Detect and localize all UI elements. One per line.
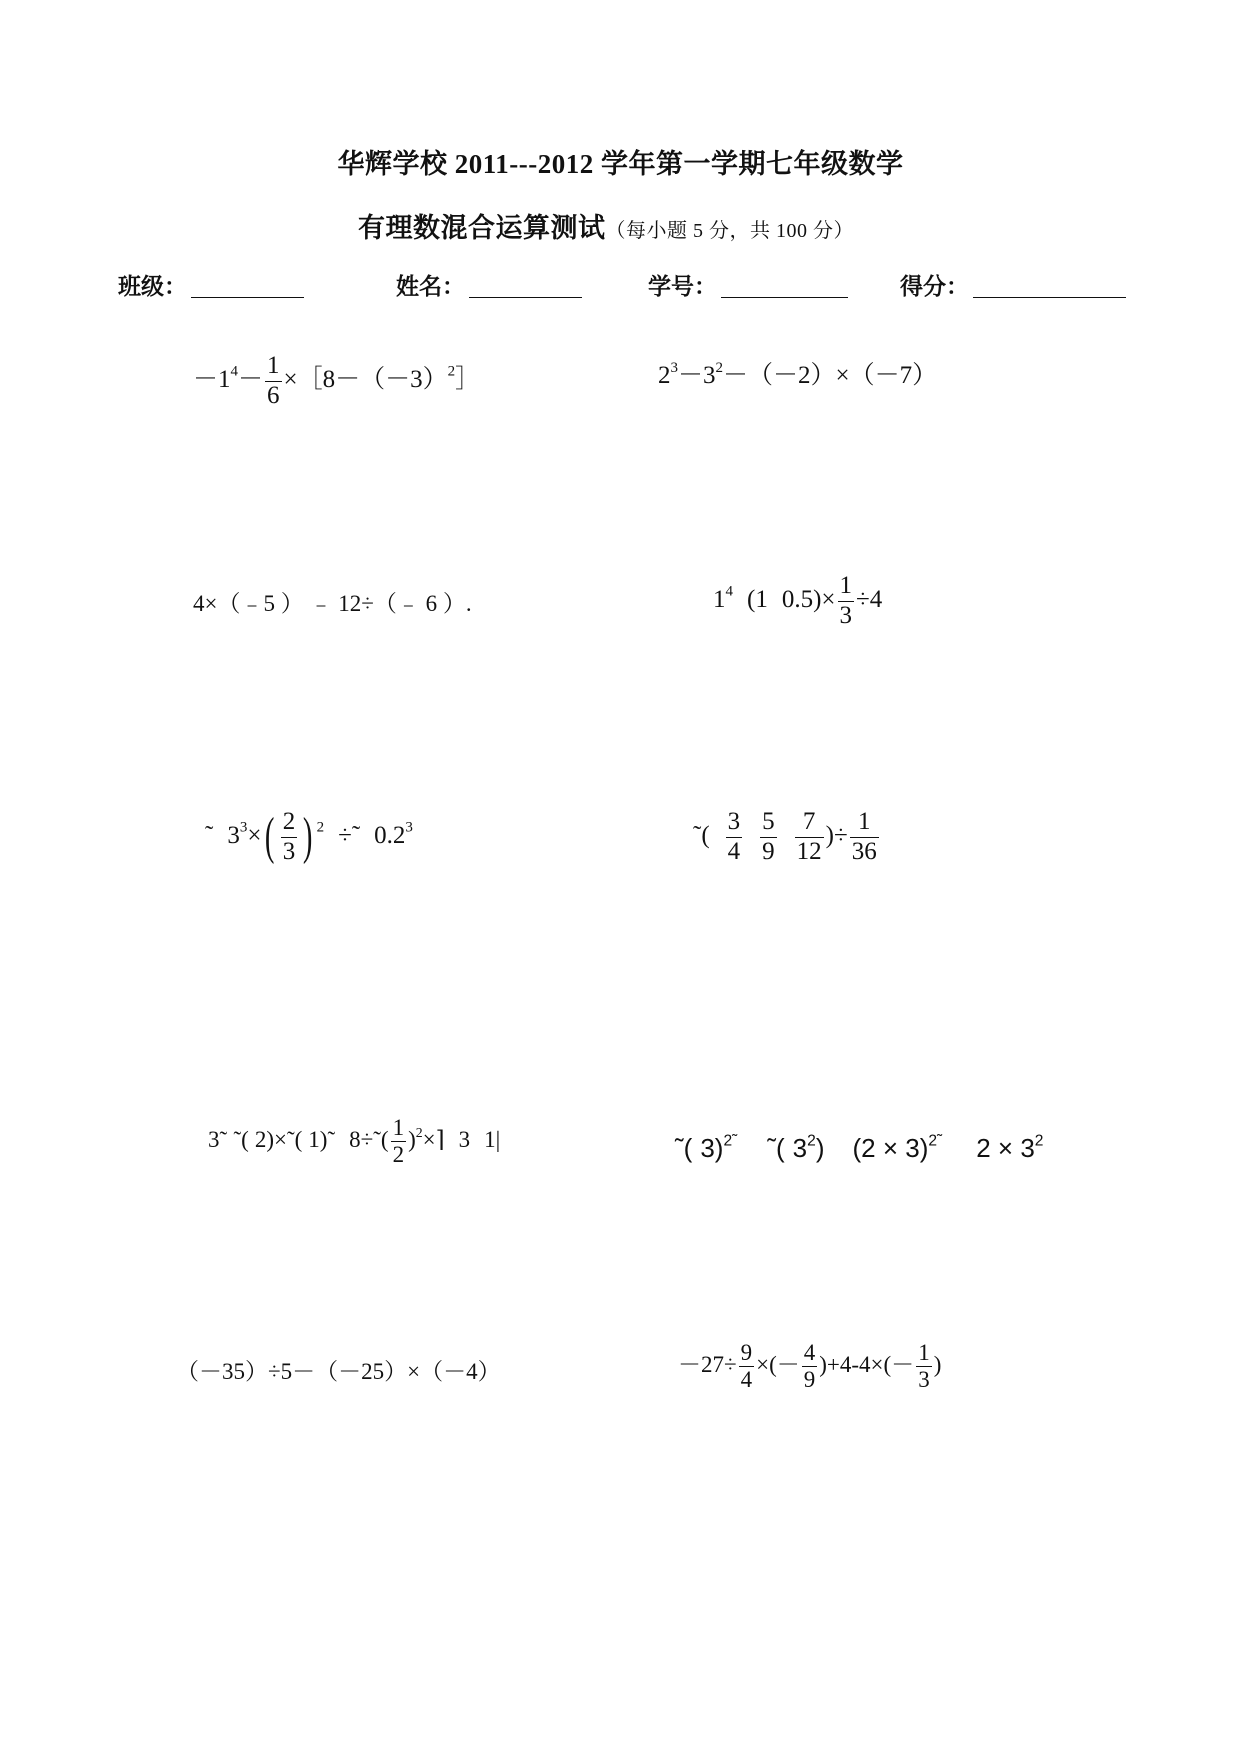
student-id-field[interactable] <box>648 268 848 301</box>
problem-6 <box>693 808 881 867</box>
problem-10 <box>678 1340 941 1394</box>
p7-frac-den: 2 <box>392 1142 405 1168</box>
p1-term: －1 <box>193 365 231 393</box>
p10-f3-den: 3 <box>918 1367 930 1393</box>
p6-f3-num: 7 <box>795 808 824 838</box>
p8-exp3: 2˜ <box>928 1132 943 1150</box>
problem-8 <box>675 1133 1043 1164</box>
p5-sign: ˜ <box>205 821 214 849</box>
p10-f3-num: 1 <box>916 1340 932 1367</box>
score-field[interactable] <box>900 268 1126 301</box>
p10-close: ) <box>933 1352 942 1378</box>
p10-lead: －27÷ <box>678 1352 737 1378</box>
p4-frac-den: 3 <box>839 601 853 629</box>
p5-exp: 3 <box>239 819 248 836</box>
p6-fraction-4 <box>850 808 879 867</box>
p7-times: ×⌉ <box>422 1127 445 1153</box>
p10-fraction-2 <box>802 1340 818 1394</box>
p5-div: ÷˜ <box>338 821 361 849</box>
p10-fraction-3 <box>916 1340 932 1394</box>
p10-f2-den: 9 <box>803 1367 816 1393</box>
p7-fraction <box>391 1115 407 1169</box>
p7-mid: 2)×˜( <box>254 1127 303 1153</box>
p8-exp2: 2 <box>807 1132 816 1150</box>
name-blank[interactable] <box>469 275 582 298</box>
p8-term3: (2 × 3) <box>852 1133 929 1163</box>
p5-paren-exp: 2 <box>316 819 325 836</box>
p5-base: 3 <box>227 821 240 849</box>
p2-rest: －（－2）×（－7） <box>723 362 938 389</box>
class-label: 班级： <box>118 274 187 299</box>
p6-f4-num: 1 <box>850 808 879 838</box>
p5-frac-num: 2 <box>281 808 298 838</box>
name-field[interactable] <box>396 268 582 301</box>
p8-exp1: 2˜ <box>723 1132 738 1150</box>
p1-frac-num: 1 <box>265 352 282 382</box>
p7-three: 3 <box>458 1127 471 1153</box>
p6-f2-den: 9 <box>762 837 775 865</box>
p1-frac-den: 6 <box>267 381 280 409</box>
p10-times: ×(－ <box>756 1352 800 1378</box>
score-blank[interactable] <box>973 275 1126 298</box>
subtitle-note: （每小题 5 分，共 100 分） <box>605 220 854 242</box>
problem-4 <box>713 572 882 631</box>
p1-op: － <box>238 365 264 393</box>
name-label: 姓名： <box>396 274 465 299</box>
p1-close: ］ <box>455 365 481 393</box>
p1-fraction <box>265 352 282 411</box>
p10-fraction-1 <box>739 1340 755 1394</box>
problem-5: ˜ $3^3\times$( $\frac{2}{3}$ ) $^2$ ÷˜ $0.2^3$ <box>205 808 413 866</box>
p8-term4: 2 × 3 <box>976 1133 1035 1163</box>
p6-f1-num: 3 <box>726 808 743 838</box>
p7-frac-num: 1 <box>391 1115 407 1142</box>
score-label: 得分： <box>900 274 969 299</box>
problem-2 <box>658 355 937 391</box>
p5-fraction <box>281 808 298 867</box>
problem-9: （－35）÷5－（－25）×（－4） <box>176 1359 501 1384</box>
p6-f1-den: 4 <box>727 837 741 865</box>
exam-subtitle <box>358 206 854 245</box>
problem-7 <box>208 1115 500 1169</box>
class-blank[interactable] <box>191 275 304 298</box>
p7-close: ) <box>408 1127 416 1153</box>
p2-exp2: 2 <box>715 359 724 376</box>
p1-bracket: ×［8－（－3） <box>283 365 448 393</box>
p8-exp4: 2 <box>1034 1132 1044 1150</box>
p7-exp: 2 <box>415 1124 423 1140</box>
p4-frac-num: 1 <box>838 572 855 602</box>
p5-decimal-exp: 3 <box>405 819 413 836</box>
p2-base2: －3 <box>678 362 716 389</box>
problem-3: 4×（﹣5 ） ﹣ 12÷（﹣ 6 ）. <box>193 591 472 616</box>
p6-open: ˜( <box>693 821 710 849</box>
p10-mid: )+4-4×(－ <box>819 1352 915 1378</box>
p8-open1: ˜( <box>675 1133 693 1163</box>
p4-mid: 0.5)× <box>781 585 836 613</box>
p4-end: ÷4 <box>856 585 883 613</box>
p6-f4-den: 36 <box>851 837 877 865</box>
p6-f2-num: 5 <box>760 808 777 838</box>
p1-exp: 4 <box>230 363 239 380</box>
p7-lead: 3̃ <box>208 1127 220 1153</box>
subtitle-main: 有理数混合运算测试 <box>358 213 606 243</box>
p7-end: 1| <box>484 1127 501 1153</box>
p8-close2: ) <box>815 1133 825 1163</box>
p7-one: 1)˜ <box>308 1127 336 1153</box>
p7-open: ˜( <box>233 1127 249 1153</box>
id-label: 学号： <box>648 274 717 299</box>
problem-1 <box>193 352 480 411</box>
p1-exp2: 2 <box>447 363 456 380</box>
p10-f2-num: 4 <box>802 1340 818 1367</box>
p6-f3-den: 12 <box>796 837 822 865</box>
p6-fraction-3 <box>795 808 824 867</box>
p8-open2: ˜( <box>767 1133 785 1163</box>
p6-fraction-2 <box>760 808 777 867</box>
p4-exp: 4 <box>725 583 733 600</box>
p6-fraction-1 <box>726 808 743 867</box>
p8-term2: 3 <box>792 1133 808 1163</box>
p4-fraction <box>838 572 855 631</box>
p10-f1-num: 9 <box>739 1340 755 1367</box>
class-field[interactable] <box>118 268 304 301</box>
p10-f1-den: 4 <box>740 1367 753 1393</box>
p2-exp1: 3 <box>670 359 678 376</box>
p4-open: (1 <box>747 585 768 613</box>
p4-base: 1 <box>713 585 726 613</box>
exam-title: 华辉学校 2011---2012 学年第一学期七年级数学 <box>337 149 904 179</box>
p2-base1: 2 <box>658 362 671 389</box>
p8-term1: 3) <box>700 1133 724 1163</box>
id-blank[interactable] <box>721 275 848 298</box>
p5-times: × <box>247 821 262 849</box>
p6-div: )÷ <box>825 821 848 849</box>
p5-frac-den: 3 <box>282 837 296 865</box>
p7-div: 8÷˜( <box>349 1127 389 1153</box>
p5-decimal: 0.2 <box>374 821 406 849</box>
